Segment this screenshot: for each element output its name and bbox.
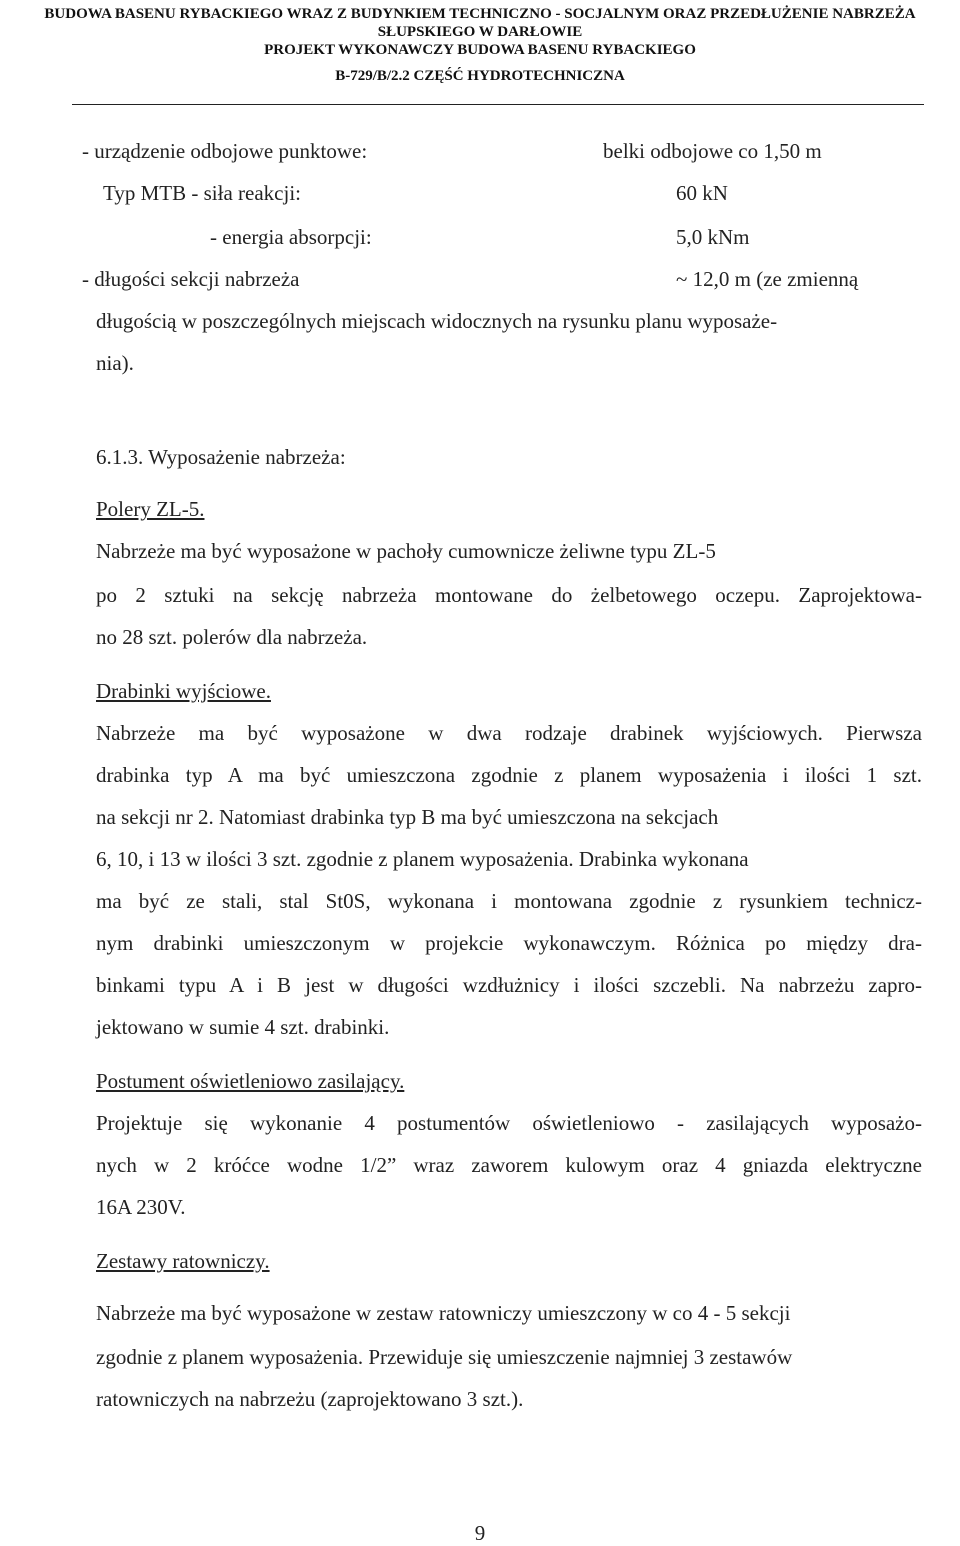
postument-line: Projektuje się wykonanie 4 postumentów oświetleniowo - zasilających wyposażo- xyxy=(96,1111,922,1135)
drabinki-line: jektowano w sumie 4 szt. drabinki. xyxy=(96,1015,390,1039)
sections-line2: długością w poszczególnych miejscach widocznych na rysunku planu wyposaże- xyxy=(96,309,778,333)
header-location: SŁUPSKIEGO W DARŁOWIE xyxy=(377,24,583,40)
fender-label: - urządzenie odbojowe punktowe: xyxy=(82,139,368,163)
postument-title: Postument oświetleniowo zasilający. xyxy=(96,1069,405,1093)
energy-label: - energia absorpcji: xyxy=(210,225,372,249)
header-project-title: BUDOWA BASENU RYBACKIEGO WRAZ Z BUDYNKIEM TECHNICZNO - SOCJALNYM ORAZ PRZEDŁUŻENIE NABRZEŻA xyxy=(44,6,916,22)
polery-line: po 2 sztuki na sekcję nabrzeża montowane do żelbetowego oczepu. Zaprojektowa- xyxy=(96,583,922,607)
postument-line: 16A 230V. xyxy=(96,1195,186,1219)
drabinki-line: 6, 10, i 13 w ilości 3 szt. zgodnie z planem wyposażenia. Drabinka wykonana xyxy=(96,847,749,871)
polery-line: Nabrzeże ma być wyposażone w pachoły cumownicze żeliwne typu ZL-5 xyxy=(96,539,716,563)
zestawy-title: Zestawy ratowniczy. xyxy=(96,1249,270,1273)
fender-value: belki odbojowe co 1,50 m xyxy=(603,139,822,163)
polery-title: Polery ZL-5. xyxy=(96,497,205,521)
zestawy-line: zgodnie z planem wyposażenia. Przewiduje się umieszczenie najmniej 3 zestawów xyxy=(96,1345,793,1369)
zestawy-line: Nabrzeże ma być wyposażone w zestaw ratowniczy umieszczony w co 4 - 5 sekcji xyxy=(96,1301,791,1325)
postument-line: nych w 2 króćce wodne 1/2” wraz zaworem kulowym oraz 4 gniazda elektryczne xyxy=(96,1153,922,1177)
drabinki-line: na sekcji nr 2. Natomiast drabinka typ B ma być umieszczona na sekcjach xyxy=(96,805,719,829)
reaction-value: 60 kN xyxy=(676,181,728,205)
header-project-type: PROJEKT WYKONAWCZY BUDOWA BASENU RYBACKIEGO xyxy=(264,42,696,58)
header-document-code: B-729/B/2.2 CZĘŚĆ HYDROTECHNICZNA xyxy=(335,68,625,84)
drabinki-line: ma być ze stali, stal St0S, wykonana i montowana zgodnie z rysunkiem technicz- xyxy=(96,889,922,913)
polery-line: no 28 szt. polerów dla nabrzeża. xyxy=(96,625,368,649)
zestawy-line: ratowniczych na nabrzeżu (zaprojektowano 3 szt.). xyxy=(96,1387,524,1411)
sections-line3: nia). xyxy=(96,351,134,375)
header-divider xyxy=(72,104,924,105)
drabinki-line: drabinka typ A ma być umieszczona zgodnie z planem wyposażenia i ilości 1 szt. xyxy=(96,763,922,787)
drabinki-title: Drabinki wyjściowe. xyxy=(96,679,271,703)
reaction-label: Typ MTB - siła reakcji: xyxy=(103,181,301,205)
drabinki-line: binkami typu A i B jest w długości wzdłużnicy i ilości szczebli. Na nabrzeżu zapro- xyxy=(96,973,922,997)
sections-label: - długości sekcji nabrzeża xyxy=(82,267,300,291)
drabinki-line: Nabrzeże ma być wyposażone w dwa rodzaje drabinek wyjściowych. Pierwsza xyxy=(96,721,922,745)
energy-value: 5,0 kNm xyxy=(676,225,750,249)
sections-value: ~ 12,0 m (ze zmienną xyxy=(676,267,859,291)
drabinki-line: nym drabinki umieszczonym w projekcie wykonawczym. Różnica po między dra- xyxy=(96,931,922,955)
section-heading: 6.1.3. Wyposażenie nabrzeża: xyxy=(96,445,346,469)
page-number: 9 xyxy=(474,1521,486,1545)
